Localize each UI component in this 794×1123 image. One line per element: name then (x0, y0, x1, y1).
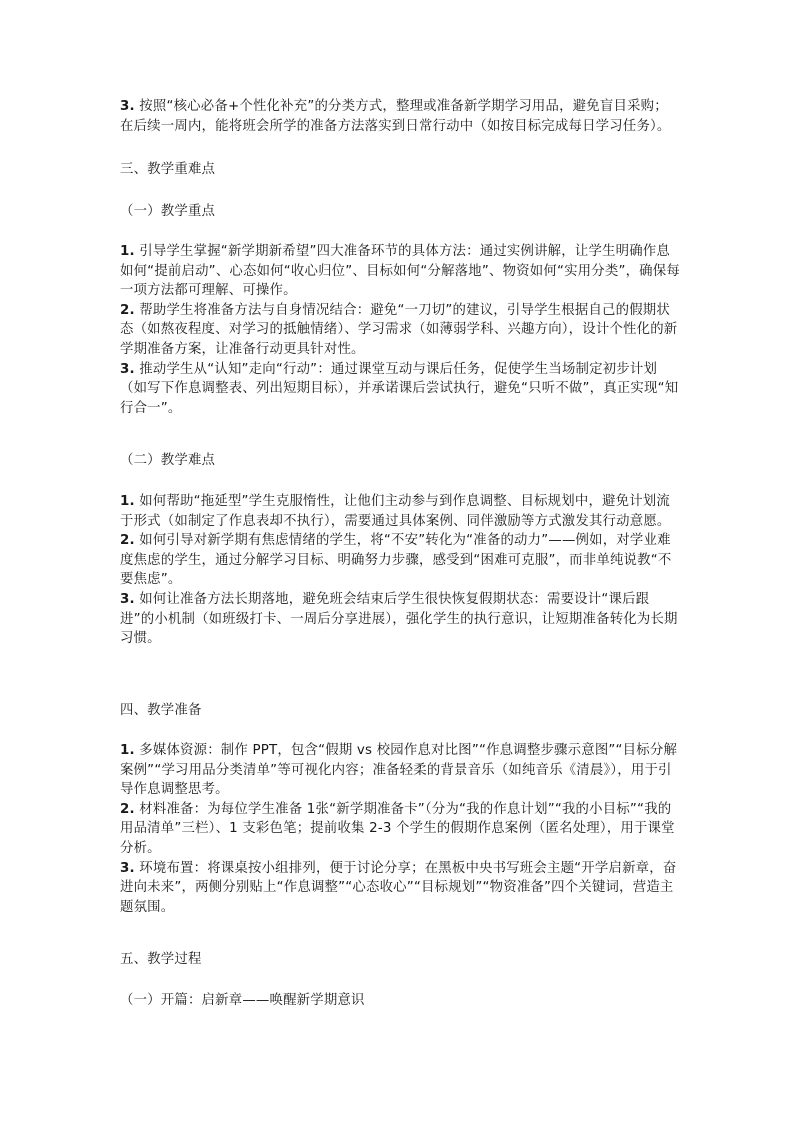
item-number: 3. (120, 860, 135, 876)
item-number: 1. (120, 743, 135, 758)
key-points-list (120, 242, 680, 418)
difficult-points-list (120, 492, 680, 649)
objective-item-3 (120, 97, 680, 136)
section-heading-difficulties: 三、教学重难点 (120, 162, 216, 177)
item-number: 1. (120, 244, 135, 259)
subsection-heading-difficult-points: （二）教学难点 (120, 453, 216, 468)
difficult-point-item-1 (120, 492, 680, 531)
difficult-point-item-2 (120, 531, 680, 590)
preparation-item-3 (120, 859, 680, 918)
preparation-item-2 (120, 800, 680, 859)
section-heading-process: 五、教学过程 (120, 952, 202, 967)
subsection-heading-opening: （一）开篇：启新章——唤醒新学期意识 (120, 993, 365, 1008)
item-text: 如何帮助“拖延型”学生克服惰性，让他们主动参与到作息调整、目标规划中，避免计划流于形式（如制定了作息表却不执行），需要通过具体案例、同伴激励等方式激发其行动意愿。 (120, 494, 671, 529)
item-number: 2. (120, 801, 135, 817)
preparation-item-1 (120, 741, 680, 800)
item-number: 3. (120, 361, 135, 377)
key-point-item-2 (120, 301, 680, 360)
item-text: 帮助学生将准备方法与自身情况结合：避免“一刀切”的建议，引导学生根据自己的假期状态（如熬夜程度、对学习的抵触情绪）、学习需求（如薄弱学科、兴趣方向），设计个性化的新学期准备方案，让准备行动更具针对性。 (120, 302, 678, 357)
item-text: 材料准备：为每位学生准备 1张“新学期准备卡”（分为“我的作息计划”“我的小目标”“我的用品清单”三栏）、1 支彩色笔；提前收集 2-3 个学生的假期作息案例（匿名处理），用于课堂分析。 (120, 801, 675, 856)
key-point-item-3 (120, 360, 680, 419)
item-text: 按照“核心必备+个性化补充”的分类方式，整理或准备新学期学习用品，避免盲目采购；在后续一周内，能将班会所学的准备方法落实到日常行动中（如按目标完成每日学习任务）。 (120, 99, 671, 134)
item-number: 3. (120, 99, 135, 114)
item-text: 推动学生从“认知”走向“行动”：通过课堂互动与课后任务，促使学生当场制定初步计划（如写下作息调整表、列出短期目标），并承诺课后尝试执行，避免“只听不做”，真正实现“知行合一”。 (120, 361, 679, 416)
section-heading-preparation: 四、教学准备 (120, 703, 202, 718)
item-number: 2. (120, 533, 135, 549)
item-number: 1. (120, 494, 135, 509)
item-text: 如何引导对新学期有焦虑情绪的学生，将“不安”转化为“准备的动力”——例如，对学业难度焦虑的学生，通过分解学习目标、明确努力步骤，感受到“困难可克服”，而非单纯说教“不要焦虑”。 (120, 533, 672, 588)
item-text: 引导学生掌握“新学期新希望”四大准备环节的具体方法：通过实例讲解，让学生明确作息如何“提前启动”、心态如何“收心归位”、目标如何“分解落地”、物资如何“实用分类”，确保每一项方法都可理解、可操作。 (120, 244, 680, 299)
subsection-heading-key-points: （一）教学重点 (120, 204, 216, 219)
item-text: 多媒体资源：制作 PPT，包含“假期 vs 校园作息对比图”“作息调整步骤示意图”“目标分解案例”“学习用品分类清单”等可视化内容；准备轻柔的背景音乐（如纯音乐《清晨》），用于引导作息调整思考。 (120, 743, 678, 798)
preparation-list (120, 741, 680, 917)
item-number: 3. (120, 591, 135, 607)
difficult-point-item-3 (120, 590, 680, 649)
item-text: 如何让准备方法长期落地，避免班会结束后学生很快恢复假期状态：需要设计“课后跟进”的小机制（如班级打卡、一周后分享进展），强化学生的执行意识，让短期准备转化为长期习惯。 (120, 591, 678, 647)
item-text: 环境布置：将课桌按小组排列，便于讨论分享；在黑板中央书写班会主题“开学启新章，奋进向未来”，两侧分别贴上“作息调整”“心态收心”“目标规划”“物资准备”四个关键词，营造主题氛围。 (120, 860, 677, 915)
key-point-item-1 (120, 242, 680, 301)
item-number: 2. (120, 302, 135, 318)
